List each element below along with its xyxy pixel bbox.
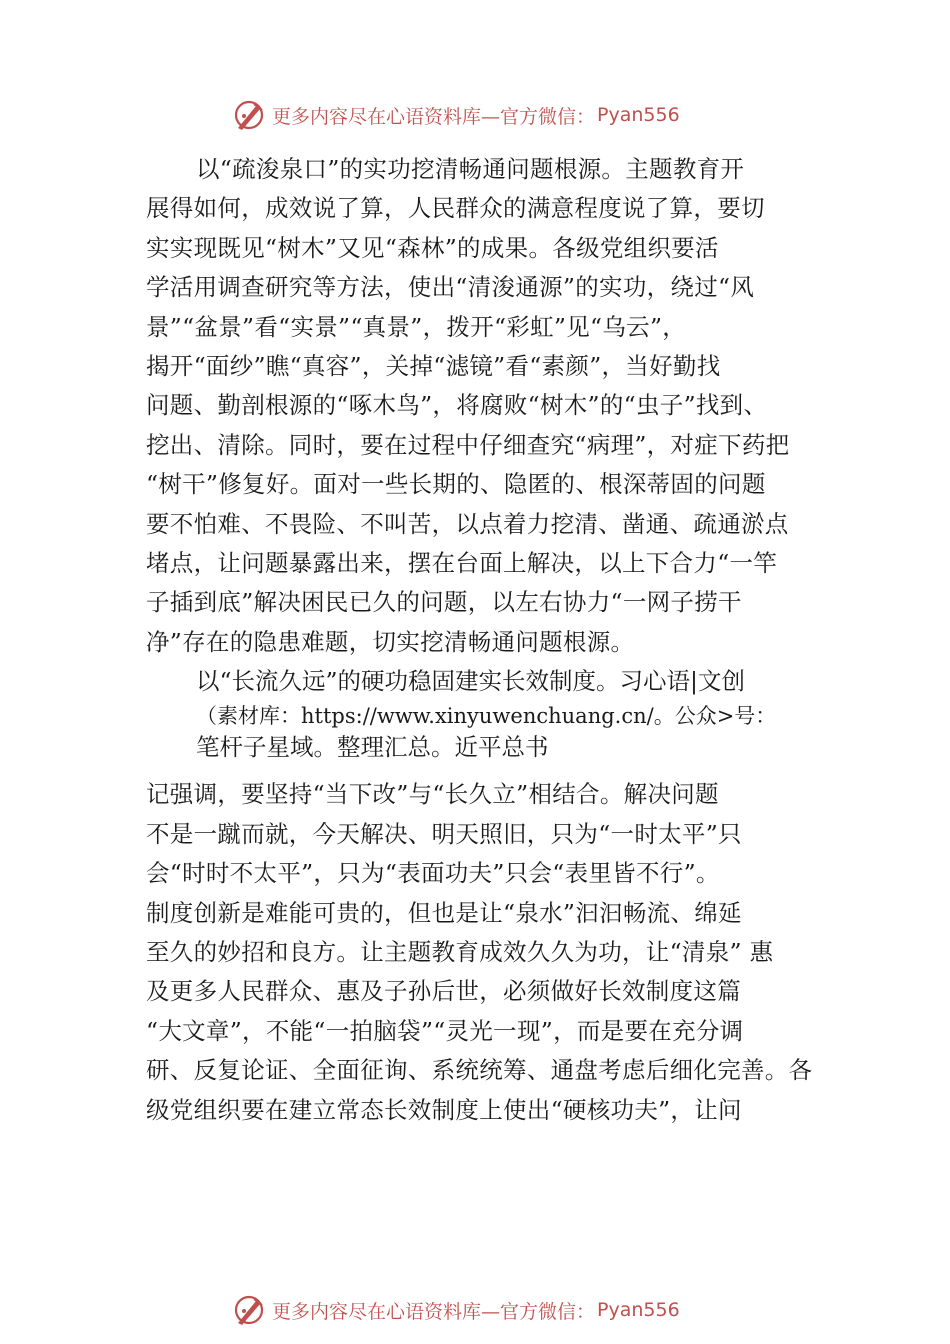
watermark-handle: Pyan556 <box>597 104 680 126</box>
text-line: 会“时时不太平”，只为“表面功夫”只会“表里皆不行”。 <box>146 859 720 888</box>
text-line: 问题、勤剖根源的“啄木鸟”，将腐败“树木”的“虫子”找到、 <box>146 391 768 420</box>
text-line: 学活用调查研究等方法，使出“清浚通源”的实功，绕过“风 <box>146 273 755 302</box>
text-line: 以“疏浚泉口”的实功挖清畅通问题根源。主题教育开 <box>196 155 745 183</box>
watermark-text: 更多内容尽在心语资料库—官方微信： <box>272 1300 596 1323</box>
pen-circle-logo-icon <box>232 98 266 132</box>
footer-watermark <box>232 1292 680 1328</box>
text-line: 景”“盆景”看“实景”“真景”，拨开“彩虹”见“乌云”， <box>146 312 687 341</box>
text-line: 至久的妙招和良方。让主题教育成效久久为功，让“清泉” 惠 <box>146 938 774 967</box>
source-note-line: （素材库：https://www.xinyuwenchuang.cn/。公众>号： <box>196 704 777 729</box>
text-line: 要不怕难、不畏险、不叫苦，以点着力挖清、凿通、疏通淤点 <box>146 509 789 538</box>
watermark-text: 更多内容尽在心语资料库—官方微信： <box>272 105 596 128</box>
text-line: 展得如何，成效说了算，人民群众的满意程度说了算，要切 <box>146 194 765 223</box>
text-line: 实实现既见“树木”又见“森林”的成果。各级党组织要活 <box>146 233 719 262</box>
paragraph-2-head <box>146 662 826 763</box>
text-line: “树干”修复好。面对一些长期的、隐匿的、根深蒂固的问题 <box>146 470 766 499</box>
text-line: 不是一蹴而就，今天解决、明天照旧，只为“一时太平”只 <box>146 819 742 848</box>
paragraph-2-body <box>146 775 826 1130</box>
text-line: 堵点，让问题暴露出来，摆在台面上解决，以上下合力“一竿 <box>146 548 778 577</box>
watermark-handle: Pyan556 <box>597 1299 680 1321</box>
text-line: 笔杆子星域。整理汇总。近平总书 <box>196 733 549 762</box>
text-line: 挖出、清除。同时，要在过程中仔细查究“病理”，对症下药把 <box>146 430 790 459</box>
text-line: 记强调，要坚持“当下改”与“长久立”相结合。解决问题 <box>146 780 719 809</box>
text-line: 以“长流久远”的硬功稳固建实长效制度。习心语|文创 <box>196 667 745 696</box>
text-line: 制度创新是难能可贵的，但也是让“泉水”汩汩畅流、绵延 <box>146 898 742 927</box>
pen-circle-logo-icon <box>232 1293 266 1327</box>
text-line: 研、反复论证、全面征询、系统统筹、通盘考虑后细化完善。各 <box>146 1056 813 1085</box>
text-line: 揭开“面纱”瞧“真容”，关掉“滤镜”看“素颜”，当好勤找 <box>146 351 721 380</box>
text-line: 级党组织要在建立常态长效制度上使出“硬核功夫”，让问 <box>146 1095 742 1124</box>
text-line: 子插到底”解决困民已久的问题，以左右协力“一网子捞干 <box>146 588 742 617</box>
header-watermark <box>232 97 680 133</box>
paragraph-1 <box>146 150 826 662</box>
document-body <box>146 150 826 1130</box>
text-line: 净”存在的隐患难题，切实挖清畅通问题根源。 <box>146 627 635 656</box>
spacer <box>146 763 826 775</box>
text-line: “大文章”，不能“一拍脑袋”“灵光一现”，而是要在充分调 <box>146 1016 744 1045</box>
text-line: 及更多人民群众、惠及子孙后世，必须做好长效制度这篇 <box>146 977 741 1006</box>
